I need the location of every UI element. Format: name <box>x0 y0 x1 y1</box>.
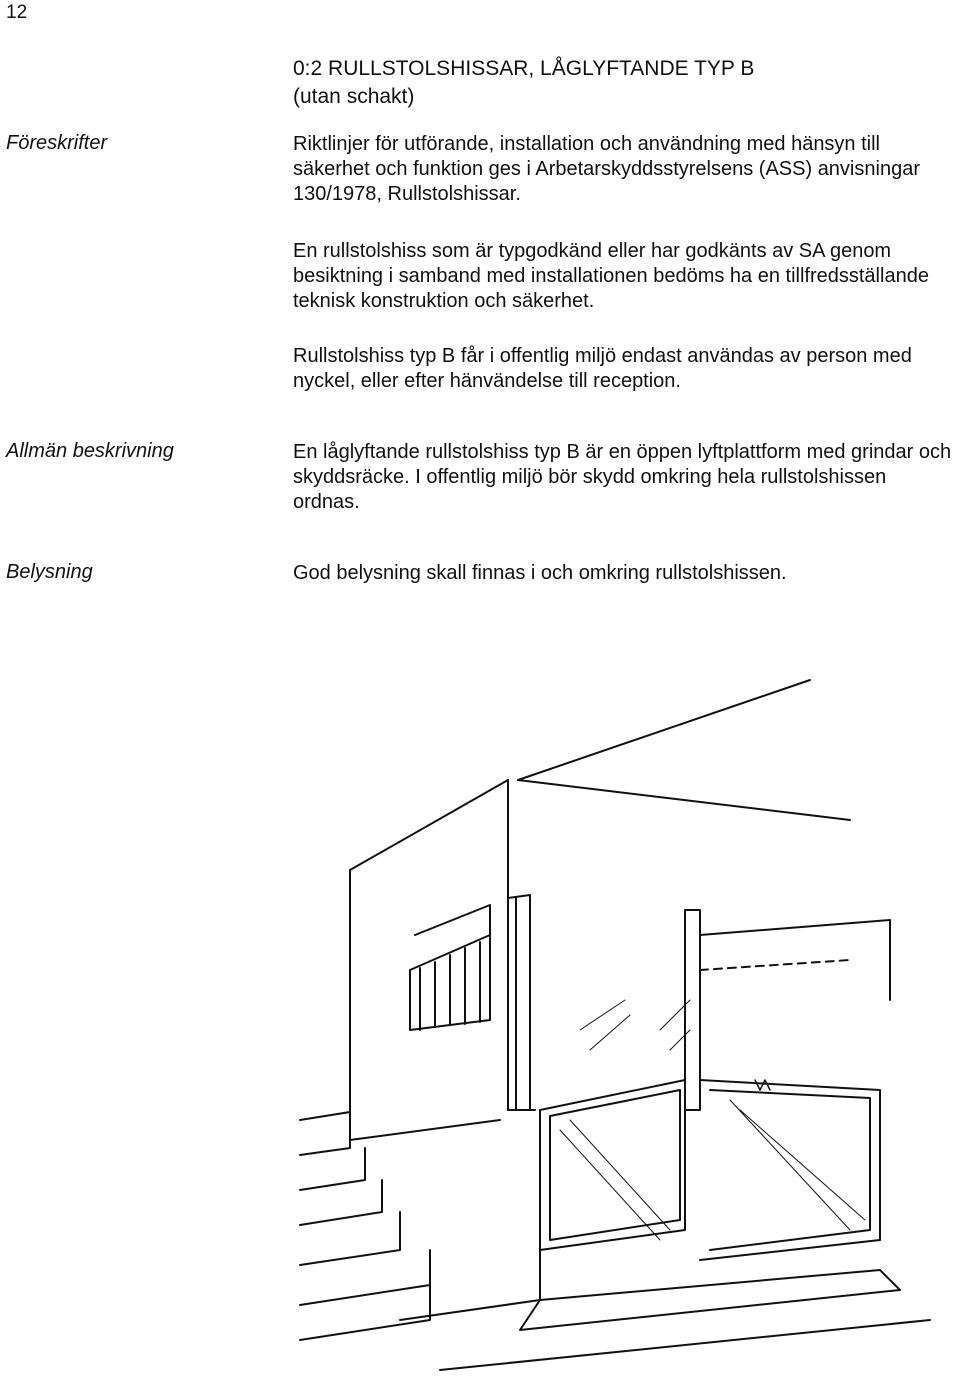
paragraph-guidelines: Riktlinjer för utförande, installation och användning med hänsyn till säkerhet och funktion ges i Arbetarskyddsstyrelsens (ASS) anvisningar 130/1978, Rullstolshissar. <box>293 133 920 205</box>
section-subtitle: (utan schakt) <box>293 85 415 108</box>
label-foreskrifter: Föreskrifter <box>6 132 108 154</box>
paragraph-lighting: God belysning skall finnas i och omkring rullstolshissen. <box>293 562 787 584</box>
paragraph-approval: En rullstolshiss som är typgodkänd eller har godkänts av SA genom besiktning i samband med installationen bedöms ha en tillfredsställande teknisk konstruktion och säkerhet. <box>293 240 929 312</box>
wheelchair-lift-line-drawing-icon <box>290 670 950 1375</box>
label-allman-beskrivning: Allmän beskrivning <box>6 440 174 462</box>
section-heading <box>293 55 754 111</box>
page-number: 12 <box>6 2 28 23</box>
paragraph-description: En låglyftande rullstolshiss typ B är en öppen lyftplattform med grindar och skyddsräcke. I offentlig miljö bör skydd omkring hela rullstolshissen ordnas. <box>293 441 952 513</box>
section-title: 0:2 RULLSTOLSHISSAR, LÅGLYFTANDE TYP B <box>293 57 755 80</box>
label-belysning: Belysning <box>6 561 93 583</box>
paragraph-usage: Rullstolshiss typ B får i offentlig miljö endast användas av person med nyckel, eller efter hänvändelse till reception. <box>293 345 912 392</box>
